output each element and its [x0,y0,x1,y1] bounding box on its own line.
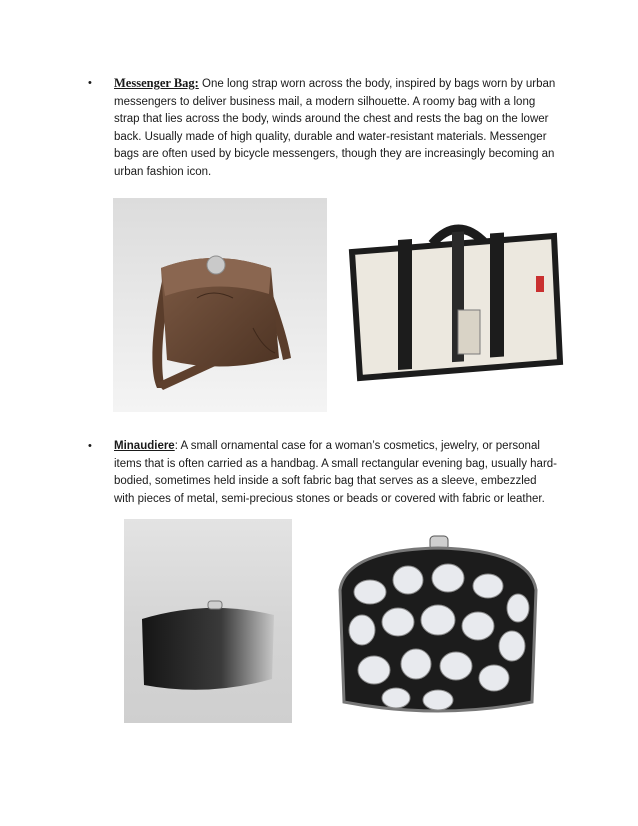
entry-text [114,75,560,181]
description-messenger-bag: One long strap worn across the body, inspired by bags worn by urban messengers to deliver business mail, a modern silhouette. A roomy bag with a long strap that lies across the body, winds around the chest and rests the bag on the lower back. Usually made of high quality, durable and water-resistant materials. Messenger bags are often used by bicycle messengers, though they are increasingly becoming an urban fashion icon. [114,78,556,178]
crystal-minaudiere-photo [326,530,550,722]
bullet-icon: • [88,77,92,89]
term-separator: : [174,440,178,452]
entry-text [114,438,560,508]
description-minaudiere: A small ornamental case for a woman’s cosmetics, jewelry, or personal items that is often carried as a handbag. A small rectangular evening bag, usually hard-bodied, sometimes held inside a soft fabric bag that serves as a sleeve, embezzled with pieces of metal, semi-precious stones or beads or covered with fabric or leather. [114,440,558,505]
term-messenger-bag: Messenger Bag: [114,76,199,90]
entry-minaudiere [90,438,560,508]
term-minaudiere: Minaudiere [114,440,175,452]
entry-messenger-bag [90,75,560,181]
bullet-icon: • [88,440,92,452]
brown-messenger-bag-photo [113,198,327,412]
striped-messenger-bag-photo [340,214,572,390]
beaded-clutch-photo [124,519,292,723]
